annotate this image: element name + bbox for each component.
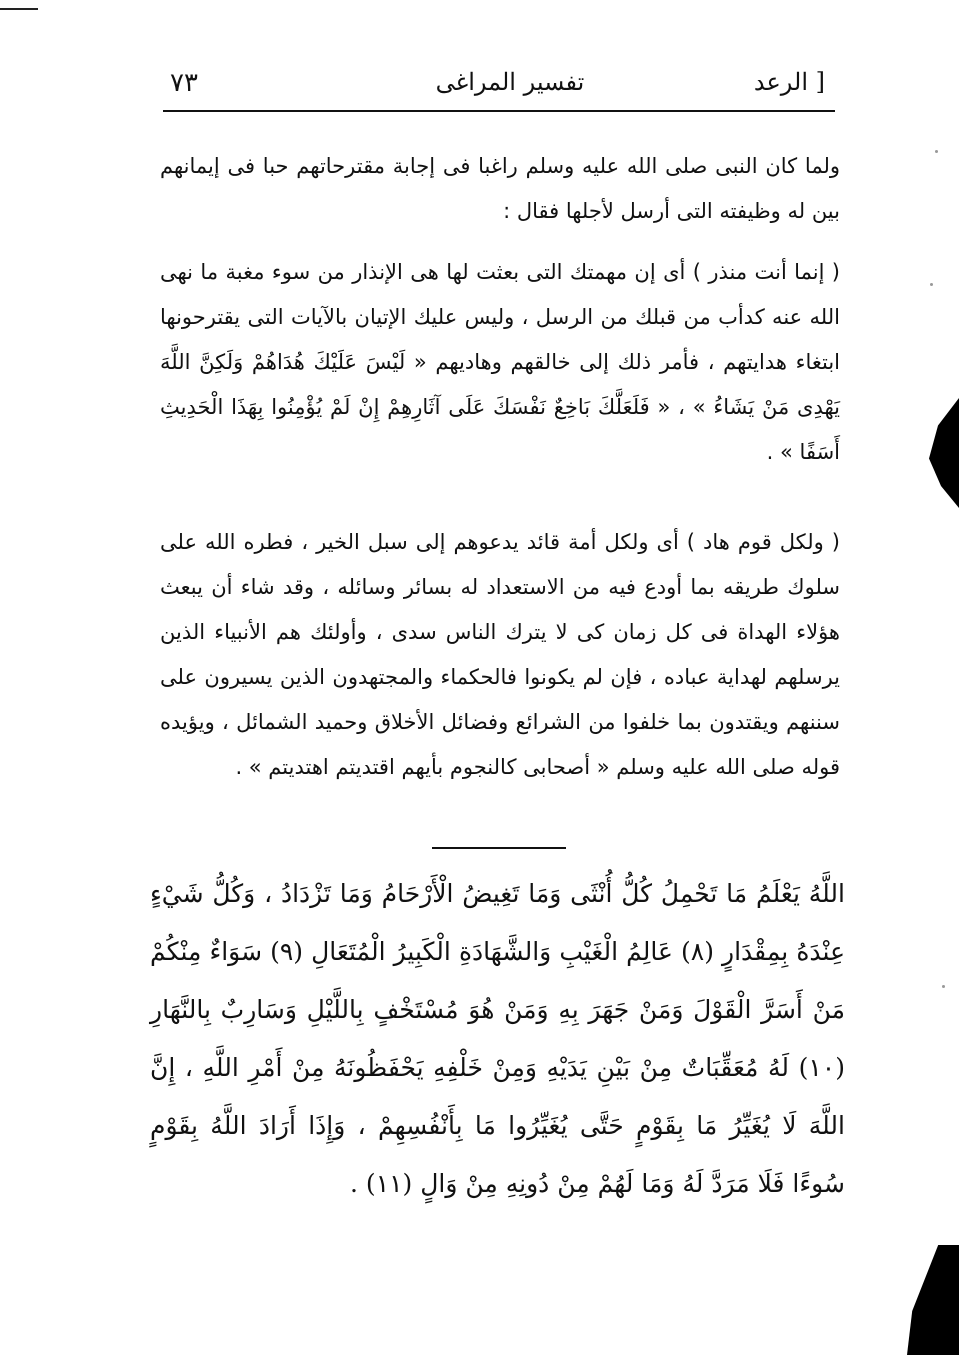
paragraph-text: ( إنما أنت منذر ) أى إن مهمتك التى بعثت لها هى الإنذار من سوء مغبة ما نهى الله عنه كدأب من قبلك من الرسل ، وليس عليك الإتيان بالآيات التى يقترحونها ابتغاء هدايتهم ، فأمر ذلك إلى خالقهم وهاديهم « لَيْسَ عَلَيْكَ هُدَاهُمْ وَلَكِنَّ اللَّهَ يَهْدِى مَنْ يَشَاءُ » ، « فَلَعَلَّكَ بَاخِعٌ نَفْسَكَ عَلَى آثَارِهِمْ إِنْ لَمْ يُؤْمِنُوا بِهَذَا الْحَدِيثِ أَسَفًا » . (160, 260, 840, 464)
commentary-paragraph-1 (160, 144, 840, 240)
corner-mark (0, 8, 38, 10)
commentary-paragraph-3 (160, 520, 840, 840)
verses-text: اللَّهُ يَعْلَمُ مَا تَحْمِلُ كُلُّ أُنْثَى وَمَا تَغِيضُ الْأَرْحَامُ وَمَا تَزْدَادُ ، وَكُلُّ شَيْءٍ عِنْدَهُ بِمِقْدَارٍ (٨) عَالِمُ الْغَيْبِ وَالشَّهَادَةِ الْكَبِيرُ الْمُتَعَالِ (٩) سَوَاءٌ مِنْكُمْ مَنْ أَسَرَّ الْقَوْلَ وَمَنْ جَهَرَ بِهِ وَمَنْ هُوَ مُسْتَخْفٍ بِاللَّيْلِ وَسَارِبٌ بِالنَّهَارِ (١٠) لَهُ مُعَقِّبَاتٌ مِنْ بَيْنِ يَدَيْهِ وَمِنْ خَلْفِهِ يَحْفَظُونَهُ مِنْ أَمْرِ اللَّهِ ، إِنَّ اللَّهَ لَا يُغَيِّرُ مَا بِقَوْمٍ حَتَّى يُغَيِّرُوا مَا بِأَنْفُسِهِمْ ، وَإِذَا أَرَادَ اللَّهُ بِقَوْمٍ سُوءًا فَلَا مَرَدَّ لَهُ وَمَا لَهُمْ مِنْ دُونِهِ مِنْ وَالٍ (١١) . (150, 879, 845, 1198)
section-separator (432, 847, 566, 849)
page-header (170, 62, 825, 102)
quran-verses (150, 865, 845, 1265)
scan-speck (935, 150, 938, 153)
paragraph-text: ( ولكل قوم هاد ) أى ولكل أمة قائد يدعوهم إلى سبل الخير ، فطره الله على سلوك طريقه بما أودع فيه من الاستعداد له بسائر وسائله ، وقد شاء أن يبعث هؤلاء الهداة فى كل زمان كى لا يترك الناس سدى ، وأولئك هم الأنبياء الذين يرسلهم لهداية عباده ، فإن لم يكونوا فالحكماء والمجتهدون الذين يسيرون على سننهم ويقتدون بما خلفوا من الشرائع وفضائل الأخلاق وحميد الشمائل ، ويؤيده قوله صلى الله عليه وسلم « أصحابى كالنجوم بأيهم اقتديتم اهتديتم » . (160, 530, 840, 779)
book-title: تفسير المراغى (435, 68, 585, 96)
paragraph-text: ولما كان النبى صلى الله عليه وسلم راغبا فى إجابة مقترحاتهم حبا فى إيمانهم بين له وظيفته التى أرسل لأجلها فقال : (160, 154, 840, 223)
commentary-paragraph-2 (160, 250, 840, 505)
header-rule (163, 110, 835, 112)
scan-edge-shadow-bottom (907, 1245, 959, 1355)
surah-name: الرعد ] (753, 68, 825, 96)
scan-speck (930, 283, 933, 286)
page-number: ٧٣ (170, 68, 198, 98)
scan-edge-shadow-top (929, 398, 959, 508)
scan-speck (942, 985, 945, 988)
